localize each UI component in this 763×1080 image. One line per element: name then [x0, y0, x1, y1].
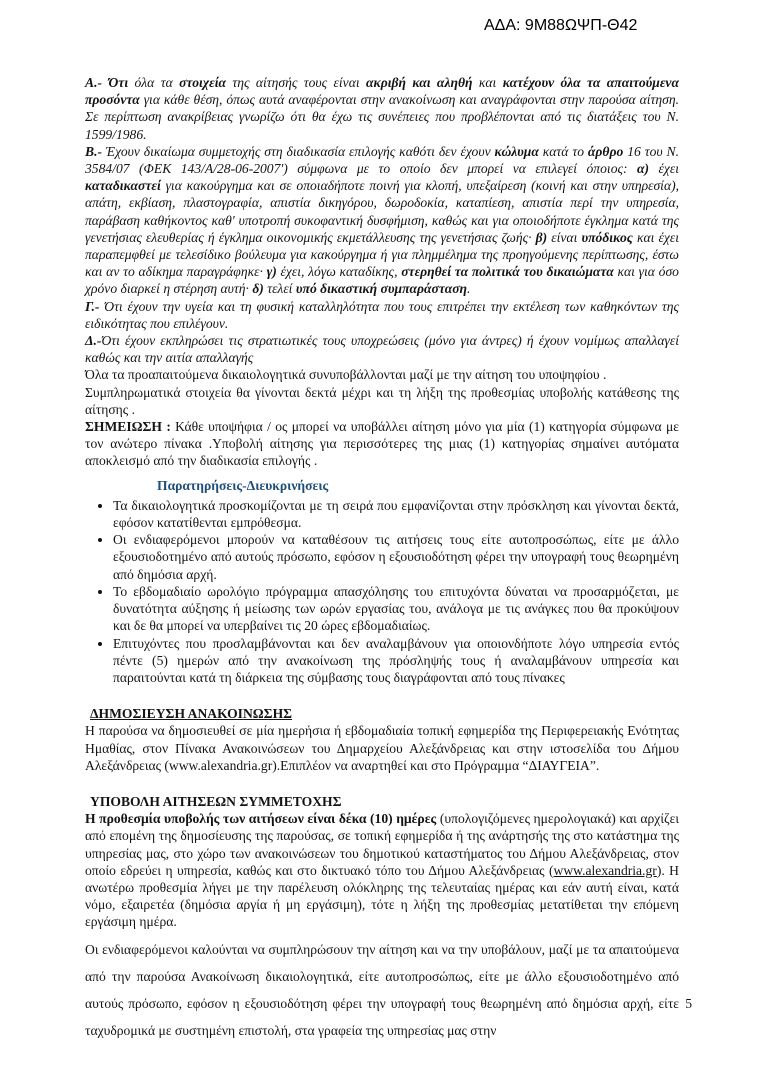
text-run: για κακούργημα και σε οποιαδήποτε ποινή για κλοπή, υπεξαίρεση (κοινή και στην υπηρεσία), απάτη, εκβίαση, πλαστογραφία, απιστία δικηγόρου, δωροδοκία, καταπίεση, απιστία περί την υπηρεσία, παράβαση καθήκοντος καθ' υποτροπή συκοφαντική δυσφήμιση, καθώς και για οποιοδήποτε έγκλημα κατά της γενετήσιας ελευθερίας ή έγκλημα οικονομικής εκμετάλλευσης της γενετήσιας ζωής· [85, 178, 680, 245]
text-run: υπόδικος [581, 229, 637, 245]
text-run: ακριβή και αληθή [366, 75, 479, 90]
text-run: Η προθεσμία υποβολής των αιτήσεων είναι δέκα (10) ημέρες [85, 811, 440, 827]
publication-heading-text: ΔΗΜΟΣΙΕΥΣΗ ΑΝΑΚΟΙΝΩΣΗΣ [90, 706, 293, 722]
text-run: Α.- Ότι [85, 75, 135, 90]
paragraph-declaration-d [85, 332, 679, 366]
text-run: κώλυμα [494, 143, 543, 159]
text-run: β) [535, 229, 552, 245]
text-run: κατέχουν όλα τα απαιτούμενα προσόντα [85, 75, 679, 108]
text-run: έχει [658, 161, 679, 177]
text-run: στοιχεία [179, 75, 233, 90]
paragraph-docs-submit [85, 366, 679, 383]
text-run: της αίτησής τους είναι [232, 75, 367, 90]
text-run: ΣΗΜΕΙΩΣΗ : [85, 419, 176, 435]
text-run: τελεί [267, 281, 296, 297]
text-run: Όλα τα προαπαιτούμενα δικαιολογητικά συνυποβάλλονται μαζί με την αίτηση του υποψηφίου . [85, 367, 607, 383]
text-run: Ότι έχουν εκπληρώσει τις στρατιωτικές τους υποχρεώσεις (μόνο για άντρες) ή έχουν νομίμως απαλλαγεί καθώς και την αιτία απαλλαγής [85, 333, 679, 366]
text-run: όλα τα [134, 75, 180, 90]
publication-heading [85, 705, 679, 722]
closing-paragraph [85, 936, 679, 1044]
text-run: έχει, λόγω καταδίκης, [280, 264, 402, 280]
text-run: Κάθε υποψήφια / ος μπορεί να υποβάλλει αίτηση μόνο για μία (1) κατηγορία σύμφωνα με τον ανώτερο πίνακα .Υποβολή αίτησης για περισσότερες της μιας (1) κατηγορίας σημαίνει αυτόματα αποκλεισμό από την διαδικασία επιλογής . [85, 419, 679, 469]
text-run: Επιτυχόντες που προσλαμβάνονται και δεν αναλαμβάνουν για οποιονδήποτε λόγο υπηρεσία εντός πέντε (5) ημερών από την ανακοίνωση της πρόσληψής τους ή αναλαμβάνουν υπηρεσία και παραιτούνται κατά τη διάρκεια της σύμβασης τους διαγράφονται από τους πίνακες [113, 635, 679, 685]
text-run: Β.- [85, 143, 106, 159]
text-run: Οι ενδιαφερόμενοι μπορούν να καταθέσουν τις αιτήσεις τους είτε αυτοπροσώπως, είτε με άλλο εξουσιοδοτημένο από αυτούς πρόσωπο, εφόσον η εξουσιοδότηση φέρει την υπογραφή τους θεωρημένη από δημόσια αρχή. [113, 532, 679, 582]
text-run: γ) [266, 264, 281, 280]
text-run: Τα δικαιολογητικά προσκομίζονται με τη σειρά που εμφανίζονται στην πρόσκληση και γίνονται δεκτά, εφόσον κατατίθενται εμπρόθεσμα. [113, 497, 679, 531]
submission-body [85, 810, 679, 930]
text-run: α) [637, 161, 659, 177]
paragraph-declaration-b [85, 143, 679, 298]
text-run: Η παρούσα να δημοσιευθεί σε μία ημερήσια ή εβδομαδιαία τοπική εφημερίδα της Περιφερειακής Ενότητας Ημαθίας, στον Πίνακα Ανακοινώσεων του Δημαρχείου Αλεξάνδρειας και στην ιστοσελίδα του Δήμου Αλεξάνδρειας (www.alexandria.gr).Επιπλέον να αναρτηθεί και στο Πρόγραμμα “ΔΙΑΥΓΕΙΑ”. [85, 723, 679, 773]
page-number: 5 [685, 996, 692, 1011]
text-run: Το εβδομαδιαίο ωρολόγιο πρόγραμμα απασχόλησης του επιτυχόντα δύναται να προσαρμόζεται, με δυνατότητα αύξησης ή μείωσης των ωρών εργασίας του, ανάλογα με τις ανάγκες που θα προκύψουν και δε θα μπορεί να υπερβαίνει τις 20 ώρες εβδομαδιαίως. [113, 583, 679, 634]
paragraph-supplementary [85, 384, 679, 418]
text-run: και έχει παραπεμφθεί με τελεσίδικο βούλευμα για κακούργημα ή για πλημμέλημα της προηγούμενης περίπτωσης, έστω και αν το αδίκημα παραγράφηκε· [85, 229, 679, 280]
text-run: . [467, 281, 471, 297]
paragraph-declaration-a [85, 74, 679, 143]
ada-stamp: ΑΔΑ: 9Μ88ΩΨΠ-Θ42 [484, 17, 638, 34]
text-run: και [478, 75, 503, 90]
publication-body [85, 722, 679, 774]
text-run: ). Η ανωτέρω προθεσμία λήγει με την παρέλευση ολόκληρης της τελευταίας ημέρας και εάν αυτή είναι, κατά νόμο, εξαιρετέα (δημόσια αργία ή μη εργάσιμη), τότε η λήξη της προθεσμίας μετατίθεται την επόμενη εργάσιμη ημέρα. [85, 862, 679, 930]
bullet-item [113, 497, 679, 531]
text-run: www.alexandria.gr [553, 862, 657, 878]
text-run: 16 του Ν. 3584/07 (ΦΕΚ 143/Α/28-06-2007') σύμφωνα με το οποίο δεν μπορεί να επιλεγεί όποιος: [85, 143, 679, 177]
text-run: είναι [551, 229, 582, 245]
remarks-bullet-list [85, 497, 679, 686]
text-run: Οι ενδιαφερόμενοι καλούνται να συμπληρώσουν την αίτηση και να την υποβάλουν, μαζί με τα απαιτούμενα από την παρούσα Ανακοίνωση δικαιολογητικά, είτε αυτοπροσώπως, είτε με άλλο εξουσιοδοτημένο από αυτούς πρόσωπο, εφόσον η εξουσιοδότηση φέρει την υπογραφή τους θεωρημένη από δημόσια αρχή, είτε ταχυδρομικά με συστημένη επιστολή, στα γραφεία της υπηρεσίας μας στην [85, 941, 679, 1038]
text-run: άρθρο [587, 143, 628, 159]
paragraph-note [85, 418, 679, 470]
remarks-heading: Παρατηρήσεις-Διευκρινήσεις [157, 477, 329, 493]
text-run: Συμπληρωματικά στοιχεία θα γίνονται δεκτά μέχρι και τη λήξη της προθεσμίας υποβολής κατάθεσης της αίτησης . [85, 384, 679, 417]
text-run: για κάθε θέση, όπως αυτά αναφέρονται στην ανακοίνωση και αναγράφονται στην παρούσα αίτηση. Σε περίπτωση ανακρίβειας γνωρίζω ότι θα έχω τις συνέπειες που προβλέπονται από τις διατάξεις του Ν. 1599/1986. [85, 92, 680, 142]
text-run: δ) [252, 281, 268, 297]
bullet-item [113, 531, 679, 583]
text-run: υπό δικαστική συμπαράσταση [295, 281, 468, 297]
bullet-item [113, 635, 679, 687]
text-run: και για όσο χρόνο διαρκεί η στέρηση αυτή· [85, 264, 679, 297]
text-run: (υπολογιζόμενες ημερολογιακά) και αρχίζει από επομένη της δημοσίευσης της παρούσας, σε τοπική εφημερίδα ή της ανάρτησής της στο κατάστημα της υπηρεσίας μας, στο χώρο των ανακοινώσεων του δημοτικού καταστήματος του Δήμου Αλεξάνδρειας, στον οποίο εδρεύει η υπηρεσία, καθώς και στο δικτυακό τόπο του Δήμου Αλεξάνδρειας ( [85, 811, 679, 878]
text-run: Ότι έχουν την υγεία και τη φυσική καταλληλότητα που τους επιτρέπει την εκτέλεση των καθηκόντων της ειδικότητας που επιλέγουν. [85, 298, 680, 331]
text-run: Δ.- [85, 333, 102, 349]
submission-heading-text: ΥΠΟΒΟΛΗ ΑΙΤΗΣΕΩΝ ΣΥΜΜΕΤΟΧΗΣ [90, 793, 342, 809]
text-run: Γ.- [85, 298, 105, 314]
bullet-item [113, 583, 679, 635]
submission-heading [85, 793, 679, 810]
text-run: Έχουν δικαίωμα συμμετοχής στη διαδικασία επιλογής καθότι δεν έχουν [105, 143, 495, 159]
paragraph-declaration-c [85, 298, 679, 332]
text-run: κατά το [542, 143, 588, 159]
document-content [85, 74, 679, 1044]
text-run: στερηθεί τα πολιτικά του δικαιώματα [401, 264, 618, 280]
text-run: καταδικαστεί [85, 178, 166, 194]
